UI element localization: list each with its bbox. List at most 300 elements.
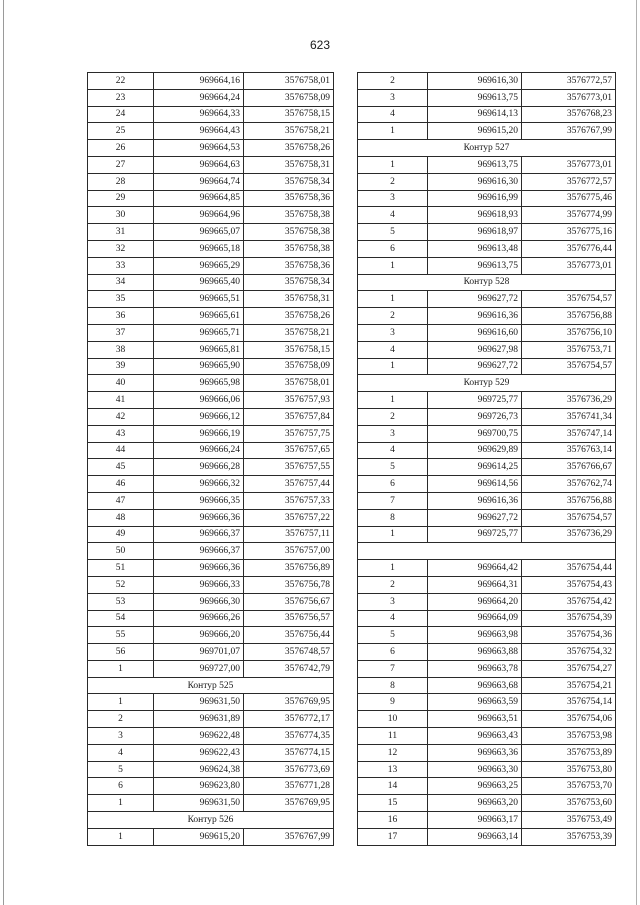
table-row [358,358,616,375]
y-coordinate-cell: 3576748,57 [244,644,334,661]
table-row [88,375,334,392]
coordinates-table-right [357,72,616,846]
point-number-cell: 5 [358,224,428,241]
point-number-cell: 52 [88,576,154,593]
table-row [88,526,334,543]
table-row [358,492,616,509]
y-coordinate-cell: 3576757,55 [244,459,334,476]
x-coordinate-cell: 969613,48 [428,240,522,257]
y-coordinate-cell: 3576736,29 [522,526,616,543]
x-coordinate-cell: 969665,98 [154,375,244,392]
table-row [88,492,334,509]
y-coordinate-cell: 3576758,38 [244,207,334,224]
x-coordinate-cell: 969618,97 [428,224,522,241]
table-row [358,459,616,476]
table-row [358,156,616,173]
x-coordinate-cell: 969666,37 [154,526,244,543]
x-coordinate-cell: 969665,18 [154,240,244,257]
x-coordinate-cell: 969666,20 [154,627,244,644]
x-coordinate-cell: 969666,32 [154,476,244,493]
y-coordinate-cell: 3576772,57 [522,173,616,190]
y-coordinate-cell: 3576758,31 [244,156,334,173]
x-coordinate-cell: 969631,89 [154,711,244,728]
point-number-cell: 6 [88,778,154,795]
point-number-cell: 44 [88,442,154,459]
point-number-cell: 3 [358,324,428,341]
x-coordinate-cell: 969664,24 [154,89,244,106]
point-number-cell: 2 [358,308,428,325]
x-coordinate-cell: 969726,73 [428,408,522,425]
point-number-cell: 32 [88,240,154,257]
x-coordinate-cell: 969666,30 [154,593,244,610]
point-number-cell: 17 [358,828,428,845]
point-number-cell: 4 [358,442,428,459]
x-coordinate-cell: 969618,93 [428,207,522,224]
y-coordinate-cell: 3576754,36 [522,627,616,644]
x-coordinate-cell: 969663,36 [428,744,522,761]
y-coordinate-cell: 3576754,06 [522,711,616,728]
y-coordinate-cell: 3576763,14 [522,442,616,459]
table-row [88,274,334,291]
x-coordinate-cell: 969664,31 [428,576,522,593]
point-number-cell: 35 [88,291,154,308]
point-number-cell: 37 [88,324,154,341]
table-row [358,173,616,190]
x-coordinate-cell: 969665,71 [154,324,244,341]
y-coordinate-cell: 3576756,67 [244,593,334,610]
table-row [88,190,334,207]
table-row [358,442,616,459]
x-coordinate-cell: 969663,30 [428,761,522,778]
table-row [358,392,616,409]
table-row [88,828,334,845]
table-row [88,89,334,106]
point-number-cell: 4 [358,341,428,358]
x-coordinate-cell: 969666,36 [154,560,244,577]
point-number-cell: 54 [88,610,154,627]
y-coordinate-cell: 3576754,57 [522,509,616,526]
x-coordinate-cell: 969663,88 [428,644,522,661]
x-coordinate-cell: 969665,51 [154,291,244,308]
x-coordinate-cell: 969614,13 [428,106,522,123]
table-row [88,744,334,761]
table-row [358,744,616,761]
x-coordinate-cell: 969616,60 [428,324,522,341]
y-coordinate-cell: 3576772,17 [244,711,334,728]
table-row [88,778,334,795]
x-coordinate-cell: 969627,98 [428,341,522,358]
contour-label: Контур 525 [88,677,334,694]
table-row [88,459,334,476]
point-number-cell: 3 [358,89,428,106]
y-coordinate-cell: 3576757,44 [244,476,334,493]
x-coordinate-cell: 969701,07 [154,644,244,661]
x-coordinate-cell: 969614,25 [428,459,522,476]
table-row [88,358,334,375]
table-row [88,509,334,526]
y-coordinate-cell: 3576742,79 [244,660,334,677]
y-coordinate-cell: 3576753,39 [522,828,616,845]
x-coordinate-cell: 969663,17 [428,812,522,829]
table-row [358,778,616,795]
x-coordinate-cell: 969666,33 [154,576,244,593]
x-coordinate-cell: 969627,72 [428,291,522,308]
point-number-cell: 26 [88,140,154,157]
point-number-cell: 28 [88,173,154,190]
table-row [88,442,334,459]
y-coordinate-cell: 3576758,26 [244,308,334,325]
point-number-cell: 55 [88,627,154,644]
point-number-cell: 50 [88,543,154,560]
y-coordinate-cell: 3576757,93 [244,392,334,409]
contour-label: Контур 527 [358,140,616,157]
table-row [88,593,334,610]
table-row [88,728,334,745]
x-coordinate-cell: 969666,12 [154,408,244,425]
table-row [358,576,616,593]
point-number-cell: 1 [358,257,428,274]
table-row [358,761,616,778]
point-number-cell: 6 [358,240,428,257]
point-number-cell: 4 [358,610,428,627]
x-coordinate-cell: 969663,20 [428,795,522,812]
point-number-cell: 42 [88,408,154,425]
point-number-cell: 56 [88,644,154,661]
x-coordinate-cell: 969622,48 [154,728,244,745]
point-number-cell: 31 [88,224,154,241]
x-coordinate-cell: 969665,40 [154,274,244,291]
y-coordinate-cell: 3576754,57 [522,291,616,308]
point-number-cell: 34 [88,274,154,291]
y-coordinate-cell: 3576758,34 [244,274,334,291]
x-coordinate-cell: 969664,09 [428,610,522,627]
x-coordinate-cell: 969664,63 [154,156,244,173]
page-number: 623 [309,38,331,52]
y-coordinate-cell: 3576758,38 [244,224,334,241]
y-coordinate-cell: 3576756,89 [244,560,334,577]
table-row [88,308,334,325]
point-number-cell: 23 [88,89,154,106]
table-row [358,123,616,140]
x-coordinate-cell: 969665,61 [154,308,244,325]
x-coordinate-cell: 969615,20 [154,828,244,845]
x-coordinate-cell: 969663,68 [428,677,522,694]
point-number-cell: 1 [358,156,428,173]
point-number-cell: 51 [88,560,154,577]
table-row [88,476,334,493]
point-number-cell: 27 [88,156,154,173]
point-number-cell: 8 [358,677,428,694]
table-row [88,106,334,123]
y-coordinate-cell: 3576775,16 [522,224,616,241]
point-number-cell: 46 [88,476,154,493]
x-coordinate-cell: 969664,33 [154,106,244,123]
x-coordinate-cell: 969664,43 [154,123,244,140]
y-coordinate-cell: 3576758,38 [244,240,334,257]
point-number-cell: 24 [88,106,154,123]
x-coordinate-cell: 969616,36 [428,492,522,509]
point-number-cell: 8 [358,509,428,526]
table-row [358,308,616,325]
x-coordinate-cell: 969624,38 [154,761,244,778]
point-number-cell: 12 [358,744,428,761]
point-number-cell: 1 [358,123,428,140]
table-row [358,106,616,123]
y-coordinate-cell: 3576756,88 [522,308,616,325]
scan-edge-right [636,0,637,905]
table-row [88,644,334,661]
point-number-cell: 16 [358,812,428,829]
x-coordinate-cell: 969666,36 [154,509,244,526]
x-coordinate-cell: 969631,50 [154,694,244,711]
table-row [358,408,616,425]
table-row [88,560,334,577]
table-row [88,408,334,425]
table-row [358,610,616,627]
y-coordinate-cell: 3576754,57 [522,358,616,375]
y-coordinate-cell: 3576753,70 [522,778,616,795]
x-coordinate-cell: 969614,56 [428,476,522,493]
table-row [88,224,334,241]
y-coordinate-cell: 3576756,57 [244,610,334,627]
point-number-cell: 39 [88,358,154,375]
table-row [358,509,616,526]
point-number-cell: 1 [88,660,154,677]
x-coordinate-cell: 969627,72 [428,358,522,375]
y-coordinate-cell: 3576773,69 [244,761,334,778]
table-row [88,341,334,358]
y-coordinate-cell: 3576741,34 [522,408,616,425]
point-number-cell: 1 [88,795,154,812]
point-number-cell: 1 [88,828,154,845]
table-row [358,593,616,610]
y-coordinate-cell: 3576736,29 [522,392,616,409]
y-coordinate-cell: 3576754,14 [522,694,616,711]
y-coordinate-cell: 3576766,67 [522,459,616,476]
point-number-cell: 2 [358,73,428,90]
y-coordinate-cell: 3576758,15 [244,106,334,123]
point-number-cell: 1 [358,291,428,308]
contour-header-row [88,812,334,829]
table-row [88,73,334,90]
y-coordinate-cell: 3576767,99 [522,123,616,140]
table-row [88,660,334,677]
x-coordinate-cell: 969664,74 [154,173,244,190]
point-number-cell: 5 [358,627,428,644]
y-coordinate-cell: 3576756,88 [522,492,616,509]
x-coordinate-cell: 969615,20 [428,123,522,140]
table-row [88,711,334,728]
point-number-cell: 3 [358,593,428,610]
point-number-cell: 5 [88,761,154,778]
y-coordinate-cell: 3576757,84 [244,408,334,425]
x-coordinate-cell: 969666,26 [154,610,244,627]
point-number-cell: 11 [358,728,428,745]
x-coordinate-cell: 969663,25 [428,778,522,795]
point-number-cell: 4 [358,106,428,123]
table-row [358,560,616,577]
table-row [88,156,334,173]
table-row [88,257,334,274]
point-number-cell: 2 [358,408,428,425]
x-coordinate-cell: 969727,00 [154,660,244,677]
point-number-cell: 2 [358,173,428,190]
y-coordinate-cell: 3576757,00 [244,543,334,560]
point-number-cell: 3 [358,190,428,207]
y-coordinate-cell: 3576772,57 [522,73,616,90]
y-coordinate-cell: 3576754,44 [522,560,616,577]
point-number-cell: 7 [358,660,428,677]
x-coordinate-cell: 969663,78 [428,660,522,677]
table-row [358,677,616,694]
point-number-cell: 10 [358,711,428,728]
table-row [358,728,616,745]
point-number-cell: 5 [358,459,428,476]
table-row [88,123,334,140]
x-coordinate-cell: 969663,59 [428,694,522,711]
point-number-cell: 4 [88,744,154,761]
table-row [358,644,616,661]
y-coordinate-cell: 3576758,36 [244,257,334,274]
point-number-cell: 1 [358,560,428,577]
y-coordinate-cell: 3576774,99 [522,207,616,224]
coordinates-table-left [87,72,334,846]
point-number-cell: 30 [88,207,154,224]
x-coordinate-cell: 969666,37 [154,543,244,560]
point-number-cell: 25 [88,123,154,140]
y-coordinate-cell: 3576758,21 [244,123,334,140]
contour-header-row [358,543,616,560]
table-row [358,257,616,274]
point-number-cell: 45 [88,459,154,476]
table-row [88,795,334,812]
x-coordinate-cell: 969725,77 [428,526,522,543]
x-coordinate-cell: 969663,51 [428,711,522,728]
point-number-cell: 29 [88,190,154,207]
x-coordinate-cell: 969622,43 [154,744,244,761]
table-row [88,324,334,341]
table-row [358,324,616,341]
point-number-cell: 40 [88,375,154,392]
x-coordinate-cell: 969616,30 [428,173,522,190]
point-number-cell: 13 [358,761,428,778]
table-row [358,694,616,711]
y-coordinate-cell: 3576757,33 [244,492,334,509]
y-coordinate-cell: 3576756,78 [244,576,334,593]
table-row [358,795,616,812]
point-number-cell: 2 [88,711,154,728]
table-row [88,207,334,224]
y-coordinate-cell: 3576757,11 [244,526,334,543]
y-coordinate-cell: 3576758,21 [244,324,334,341]
y-coordinate-cell: 3576774,35 [244,728,334,745]
y-coordinate-cell: 3576754,32 [522,644,616,661]
x-coordinate-cell: 969666,24 [154,442,244,459]
table-row [88,694,334,711]
table-row [88,761,334,778]
point-number-cell: 47 [88,492,154,509]
table-row [88,240,334,257]
y-coordinate-cell: 3576774,15 [244,744,334,761]
table-row [88,610,334,627]
y-coordinate-cell: 3576771,28 [244,778,334,795]
table-row [358,526,616,543]
table-row [358,73,616,90]
point-number-cell: 1 [358,358,428,375]
point-number-cell: 14 [358,778,428,795]
table-row [358,190,616,207]
point-number-cell: 48 [88,509,154,526]
table-row [358,425,616,442]
point-number-cell: 3 [358,425,428,442]
y-coordinate-cell: 3576773,01 [522,89,616,106]
x-coordinate-cell: 969663,14 [428,828,522,845]
point-number-cell: 7 [358,492,428,509]
y-coordinate-cell: 3576773,01 [522,156,616,173]
x-coordinate-cell: 969613,75 [428,89,522,106]
table-row [88,392,334,409]
y-coordinate-cell: 3576753,80 [522,761,616,778]
contour-label: Контур 529 [358,375,616,392]
y-coordinate-cell: 3576762,74 [522,476,616,493]
point-number-cell: 15 [358,795,428,812]
contour-label: Контур 528 [358,274,616,291]
table-row [88,291,334,308]
point-number-cell: 33 [88,257,154,274]
table-row [358,224,616,241]
x-coordinate-cell: 969623,80 [154,778,244,795]
x-coordinate-cell: 969725,77 [428,392,522,409]
x-coordinate-cell: 969700,75 [428,425,522,442]
table-row [358,812,616,829]
y-coordinate-cell: 3576773,01 [522,257,616,274]
contour-label: Контур 526 [88,812,334,829]
x-coordinate-cell: 969616,99 [428,190,522,207]
y-coordinate-cell: 3576757,65 [244,442,334,459]
x-coordinate-cell: 969665,81 [154,341,244,358]
y-coordinate-cell: 3576753,98 [522,728,616,745]
contour-header-row [88,677,334,694]
y-coordinate-cell: 3576768,23 [522,106,616,123]
point-number-cell: 6 [358,644,428,661]
y-coordinate-cell: 3576769,95 [244,795,334,812]
x-coordinate-cell: 969665,90 [154,358,244,375]
point-number-cell: 53 [88,593,154,610]
x-coordinate-cell: 969616,36 [428,308,522,325]
x-coordinate-cell: 969663,98 [428,627,522,644]
table-row [88,627,334,644]
point-number-cell: 4 [358,207,428,224]
x-coordinate-cell: 969666,06 [154,392,244,409]
y-coordinate-cell: 3576757,22 [244,509,334,526]
y-coordinate-cell: 3576754,39 [522,610,616,627]
y-coordinate-cell: 3576753,71 [522,341,616,358]
y-coordinate-cell: 3576776,44 [522,240,616,257]
y-coordinate-cell: 3576758,09 [244,89,334,106]
x-coordinate-cell: 969664,85 [154,190,244,207]
y-coordinate-cell: 3576758,31 [244,291,334,308]
y-coordinate-cell: 3576758,15 [244,341,334,358]
x-coordinate-cell: 969629,89 [428,442,522,459]
point-number-cell: 6 [358,476,428,493]
x-coordinate-cell: 969665,29 [154,257,244,274]
table-row [88,425,334,442]
table-row [358,660,616,677]
point-number-cell: 9 [358,694,428,711]
contour-label [358,543,616,560]
x-coordinate-cell: 969631,50 [154,795,244,812]
point-number-cell: 1 [358,526,428,543]
